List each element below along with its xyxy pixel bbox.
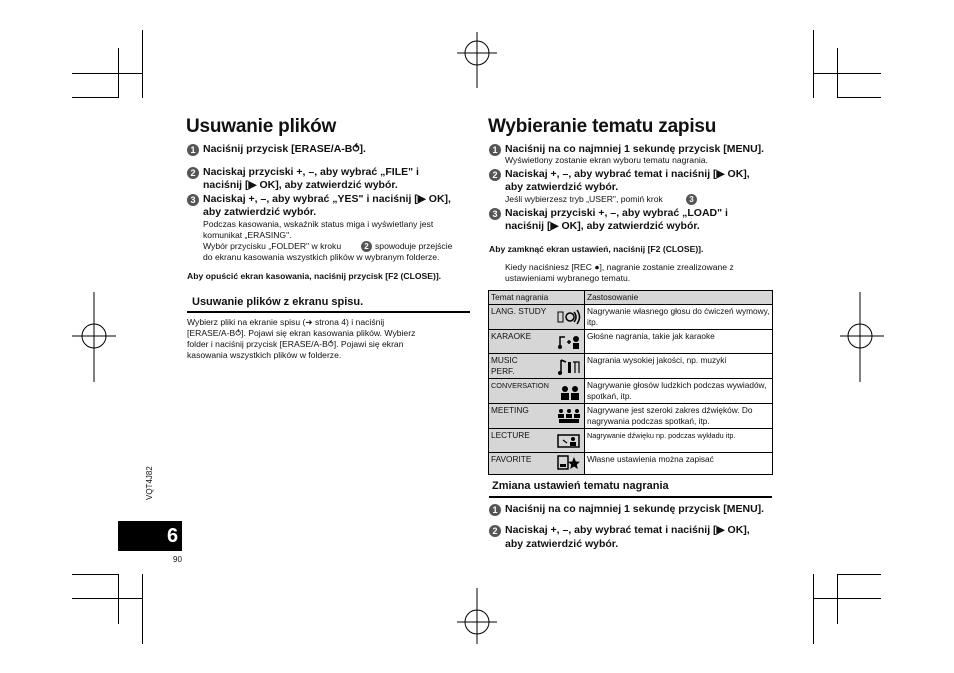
table-row [489,379,773,404]
crop-mark [118,574,119,624]
r-step-2-line-2: aby zatwierdzić wybór. [505,181,619,193]
list-para-a: Wybierz pliki na ekranie spisu (➜ strona 4) i naciśnij [187,317,385,327]
topic-name: LECTURE [491,430,530,440]
music-perf-icon [557,358,581,376]
step-number-2: 2 [489,169,501,181]
topic-name: MUSIC PERF. [491,355,518,376]
topic-use: Nagrywanie własnego głosu do ćwiczeń wymowy, itp. [585,305,773,330]
crop-mark [837,48,838,98]
step-3-note-1a: Podczas kasowania, wskaźnik status miga i wyświetlany jest [203,219,434,229]
table-row [489,429,773,453]
topic-use: Nagrywanie głosów ludzkich podczas wywiadów, spotkań, itp. [585,379,773,404]
step-number-3: 3 [489,208,501,220]
topic-use: Głośne nagrania, takie jak karaoke [585,330,773,354]
step-2-line-1: Naciskaj przyciski +, –, aby wybrać „FILE" i [203,166,419,178]
table-row [489,305,773,330]
lang-study-icon [557,309,581,325]
step-3-note-1b: komunikat „ERASING". [203,230,292,240]
crop-mark [142,574,143,644]
r-step-2-note: Jeśli wybierzesz tryb „USER", pomiń krok [505,194,663,204]
step-number-2: 2 [489,525,501,537]
list-para-b: [ERASE/A-B⥀]. Pojawi się ekran kasowania plików. Wybierz [187,328,416,338]
topic-name: FAVORITE [491,454,532,464]
crop-mark [813,598,881,599]
topic-name: LANG. STUDY [491,306,547,316]
page-number: 90 [173,555,182,564]
topic-table [488,290,773,475]
table-header: Zastosowanie [585,291,773,305]
subsection-title: Usuwanie plików z ekranu spisu. [192,296,364,308]
step-number-3: 3 [187,194,199,206]
crop-mark [118,48,119,98]
rec-note-a: Kiedy naciśniesz [REC ●], nagranie zostanie zrealizowane z [505,262,734,272]
table-header-row [489,291,773,305]
table-header: Temat nagrania [489,291,585,305]
topic-use: Własne ustawienia można zapisać [585,453,773,475]
section-title: Wybieranie tematu zapisu [488,116,717,137]
crop-mark [813,574,814,644]
topic-use [585,429,773,453]
r-step-3-line-2: naciśnij [▶ OK], aby zatwierdzić wybór. [505,220,700,232]
table-row [489,453,773,475]
topic-name: MEETING [491,405,529,415]
crop-mark [837,574,838,624]
subsection-rule [187,311,470,313]
step-3-line-2: aby zatwierdzić wybór. [203,206,317,218]
r-step-3-line-1: Naciskaj przyciski +, –, aby wybrać „LOAD" i [505,207,728,219]
favorite-icon [557,455,581,471]
chapter-number: 6 [167,525,179,547]
crop-mark [837,97,881,98]
step-3-note-2a: Wybór przycisku „FOLDER" w kroku [203,241,342,251]
subsection-title: Zmiana ustawień tematu nagrania [492,480,669,492]
topic-cell [489,305,585,330]
step-1-text: Naciśnij przycisk [ERASE/A-B⥀]. [203,143,366,155]
topic-name: KARAOKE [491,331,532,341]
karaoke-icon [557,334,581,350]
r-step-2-line-1: Naciskaj +, –, aby wybrać temat i naciśnij [▶ OK], [505,168,750,180]
rec-note-b: ustawieniami wybranego tematu. [505,273,631,283]
topic-cell [489,404,585,429]
step-2-line-2: naciśnij [▶ OK], aby zatwierdzić wybór. [203,179,398,191]
page-title: Usuwanie plików [186,116,337,137]
crop-mark [72,574,118,575]
registration-mark [455,586,499,646]
model-code: VQT4J82 [145,466,154,500]
close-note: Aby zamknąć ekran ustawień, naciśnij [F2 (CLOSE)]. [489,244,704,254]
step-number-2: 2 [187,167,199,179]
topic-use-text: Nagrywanie dźwięku np. podczas wykładu itp. [587,431,736,440]
crop-mark [72,97,118,98]
conversation-icon [559,385,581,401]
chapter-tab [118,521,182,551]
step-number-1: 1 [489,144,501,156]
topic-cell [489,429,585,453]
step-ref-3: 3 [686,194,697,205]
crop-mark [72,598,142,599]
subsection-rule [489,496,772,498]
topic-use: Nagrywane jest szeroki zakres dźwięków. Do nagrywania podczas spotkań, itp. [585,404,773,429]
topic-cell [489,379,585,404]
registration-mark [72,292,120,382]
exit-note: Aby opuścić ekran kasowania, naciśnij przycisk [F2 (CLOSE)]. [187,271,442,281]
table-row [489,404,773,429]
step-number-1: 1 [187,144,199,156]
table-row [489,330,773,354]
registration-mark [836,292,884,382]
topic-use: Nagrania wysokiej jakości, np. muzyki [585,354,773,379]
topic-cell [489,453,585,475]
step-3-note-2b: spowoduje przejście [375,241,453,251]
crop-mark [813,73,881,74]
r-step-1-note: Wyświetlony zostanie ekran wyboru tematu nagrania. [505,155,708,165]
topic-cell [489,330,585,354]
crop-mark [72,73,142,74]
r-step-1-text: Naciśnij na co najmniej 1 sekundę przycisk [MENU]. [505,143,765,155]
table-row [489,354,773,379]
crop-mark [837,574,881,575]
change-step-2a: Naciskaj +, –, aby wybrać temat i naciśnij [▶ OK], [505,524,750,536]
change-step-2b: aby zatwierdzić wybór. [505,538,619,550]
change-step-1: Naciśnij na co najmniej 1 sekundę przycisk [MENU]. [505,503,765,515]
topic-cell [489,354,585,379]
crop-mark [813,30,814,98]
lecture-icon [557,433,581,449]
crop-mark [142,30,143,98]
topic-name: CONVERSATION [491,381,549,390]
step-number-1: 1 [489,504,501,516]
step-3-note-2c: do ekranu kasowania wszystkich plików w wybranym folderze. [203,252,440,262]
list-para-d: kasowania wszystkich plików w folderze. [187,350,342,360]
meeting-icon [557,408,581,424]
registration-mark [455,30,499,90]
list-para-c: folder i naciśnij przycisk [ERASE/A-B⥀]. Pojawi się ekran [187,339,404,349]
step-ref-2: 2 [361,241,372,252]
step-3-line-1: Naciskaj +, –, aby wybrać „YES" i naciśnij [▶ OK], [203,193,451,205]
